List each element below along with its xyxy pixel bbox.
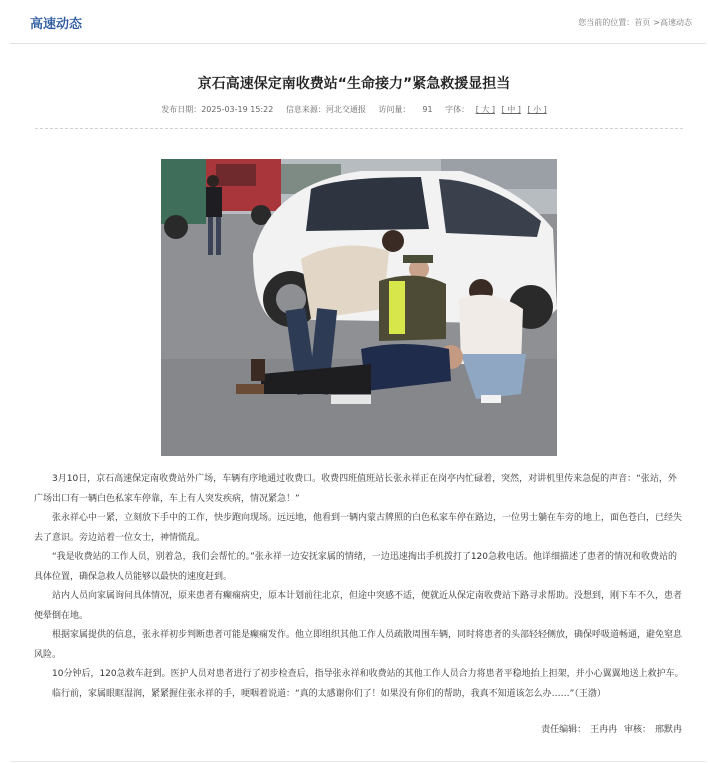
editor-credits xyxy=(537,722,682,735)
paragraph: 站内人员向家属询问具体情况，原来患者有癫痫病史，原本计划前往北京，但途中突感不适，便就近从保定南收费站下路寻求帮助。没想到，刚下车不久，患者便晕倒在地。 xyxy=(34,591,683,621)
divider xyxy=(35,128,683,129)
font-small-button[interactable]: [ 小 ] xyxy=(527,105,547,114)
breadcrumb-current: >高速动态 xyxy=(653,18,692,27)
breadcrumb-prefix: 您当前的位置： xyxy=(578,18,635,27)
paragraph: 根据家属提供的信息，张永祥初步判断患者可能是癫痫发作。他立即组织其他工作人员疏散周围车辆，同时将患者的头部轻轻侧放，确保呼吸道畅通，避免窒息风险。 xyxy=(34,630,683,660)
article-meta xyxy=(0,104,708,115)
font-medium-button[interactable]: [ 中 ] xyxy=(501,105,521,114)
breadcrumb xyxy=(575,17,692,28)
editor-name: 王冉冉 xyxy=(590,725,618,735)
section-title: 高速动态 xyxy=(30,17,83,32)
page-header xyxy=(10,0,706,44)
article-body xyxy=(34,470,684,704)
paragraph: “我是收费站的工作人员，别着急，我们会帮忙的。”张永祥一边安抚家属的情绪，一边迅速掏出手机拨打了120急救电话。他详细描述了患者的情况和收费站的具体位置，确保急救人员能够以最快的速度赶到。 xyxy=(34,552,678,582)
publish-date: 发布日期：2025-03-19 15:22 xyxy=(161,105,274,114)
view-count: 访问量： 91 xyxy=(378,105,433,114)
reviewer-label: 审核： xyxy=(623,725,651,735)
article-title: 京石高速保定南收费站“生命接力”紧急救援显担当 xyxy=(197,76,511,92)
breadcrumb-home-link[interactable]: 首页 xyxy=(634,18,651,27)
paragraph: 3月10日，京石高速保定南收费站外广场，车辆有序地通过收费口。收费四班值班站长张永祥正在岗亭内忙碌着，突然，对讲机里传来急促的声音：“张站，外广场出口有一辆白色私家车停靠，车上有人突发疾病，情况紧急！” xyxy=(34,474,677,504)
footer-divider xyxy=(10,761,706,762)
paragraph: 临行前，家属眼眶湿润，紧紧握住张永祥的手，哽咽着说道：“真的太感谢你们了！如果没有你们的帮助，我真不知道该怎么办……”（王渤） xyxy=(52,688,606,699)
font-size-label: 字体： xyxy=(445,105,470,114)
paragraph: 张永祥心中一紧，立刻放下手中的工作，快步跑向现场。远远地，他看到一辆内蒙古牌照的白色私家车停在路边，一位男士躺在车旁的地上，面色苍白，已经失去了意识。旁边站着一位女士，神情慌乱。 xyxy=(34,513,683,543)
info-source: 信息来源：河北交通报 xyxy=(285,105,366,114)
font-large-button[interactable]: [ 大 ] xyxy=(475,105,496,114)
paragraph: 10分钟后，120急救车赶到。医护人员对患者进行了初步检查后，指导张永祥和收费站的其他工作人员合力将患者平稳地抬上担架，并小心翼翼地送上救护车。 xyxy=(52,669,684,679)
font-size-control xyxy=(445,104,547,115)
editor-label: 责任编辑： xyxy=(541,725,587,735)
reviewer-name: 邢默冉 xyxy=(654,725,682,735)
article-photo xyxy=(161,159,557,456)
